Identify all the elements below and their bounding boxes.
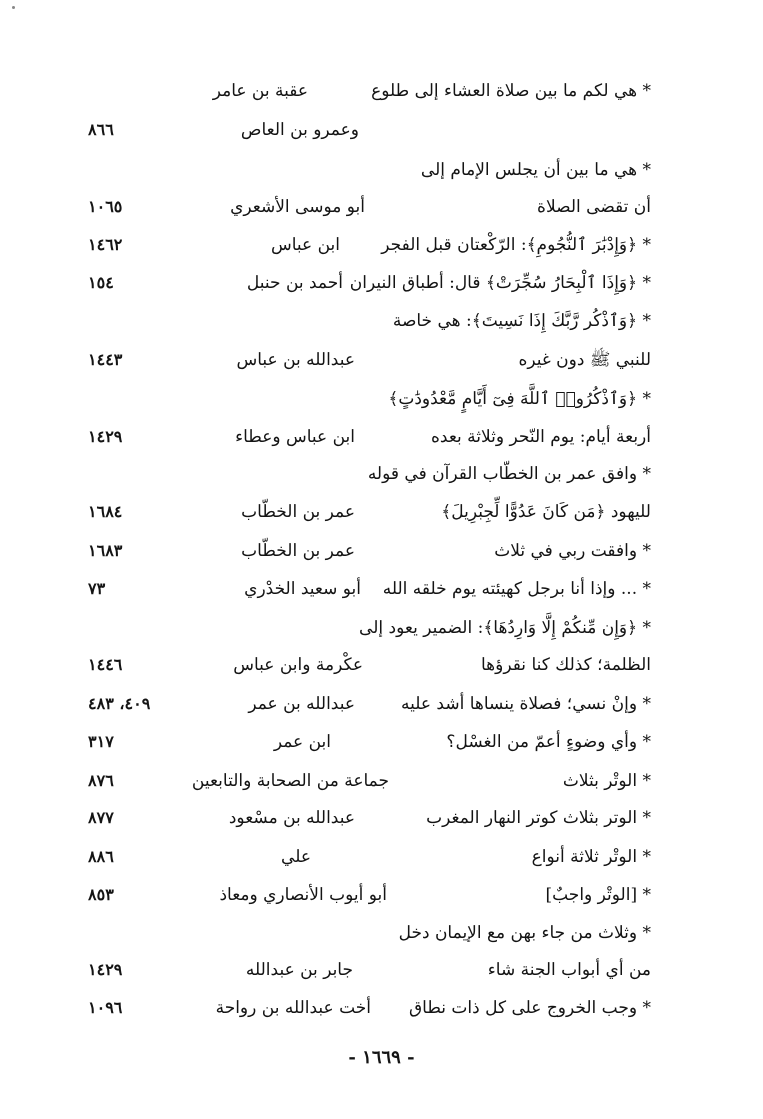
index-row (0, 192, 763, 222)
page-reference: ١٦٨٤ (88, 502, 123, 521)
narrator: أبو سعيد الخدْري (244, 579, 361, 599)
hadith-text: * ... وإذا أنا برجل كهيئته يوم خلقه الله (382, 579, 651, 599)
page-reference: ١٥٤ (88, 273, 114, 292)
index-row (0, 268, 763, 298)
index-row (0, 650, 763, 680)
narrator: ابن عمر (273, 732, 331, 752)
page-reference: ١٤٢٩ (88, 960, 123, 979)
index-row (0, 689, 763, 719)
page-number: - ١٦٦٩ - (348, 1047, 415, 1068)
hadith-text: * [الوتْر واجبٌ] (545, 885, 651, 905)
index-row (0, 918, 763, 948)
hadith-text: أربعة أيام: يوم النّحر وثلاثة بعده (430, 427, 651, 447)
page-reference: ١٦٨٣ (88, 541, 123, 560)
index-row (0, 76, 763, 106)
hadith-text: * الوتْر بثلاث (562, 771, 651, 791)
narrator: أبو أيوب الأنصاري ومعاذ (219, 885, 387, 905)
hadith-text: * وافقت ربي في ثلاث (494, 541, 651, 561)
hadith-text: * ﴿وَإِذَا ٱلْبِحَارُ سُجِّرَتْ﴾ قال: أطباق النيران (349, 273, 651, 293)
index-row (0, 613, 763, 643)
page-reference: ٣١٧ (88, 732, 114, 751)
narrator: عبدالله بن مسْعود (228, 808, 355, 828)
hadith-text: * ﴿وَإِدْبَٰرَ ٱلنُّجُومِ﴾: الرّكْعتان قبل الفجر (381, 235, 651, 255)
hadith-text: * وافق عمر بن الخطّاب القرآن في قوله (367, 464, 651, 484)
index-row (0, 880, 763, 910)
hadith-text: * ﴿وَٱذْكُرُوا۟ ٱللَّهَ فِىٓ أَيَّامٍ مَّعْدُودَٰتٍ﴾ (388, 389, 651, 409)
page-reference: ٧٣ (88, 579, 106, 598)
hadith-text: * ﴿وَٱذْكُر رَّبَّكَ إِذَا نَسِيتَ﴾: هي خاصة (392, 311, 651, 331)
narrator: أحمد بن حنبل (246, 273, 343, 293)
hadith-text: أن تقضى الصلاة (537, 197, 651, 217)
hadith-text: * الوتر بثلاث كوتر النهار المغرب (426, 808, 651, 828)
hadith-text: لليهود ﴿مَن كَانَ عَدُوًّا لِّجِبْرِيلَ﴾ (441, 502, 651, 522)
hadith-text: * وإنْ نسي؛ فصلاة ينساها أشد عليه (401, 694, 651, 714)
hadith-text: * هي لكم ما بين صلاة العشاء إلى طلوع (371, 81, 651, 101)
index-row (0, 230, 763, 260)
index-row (0, 727, 763, 757)
index-row (0, 459, 763, 489)
index-row (0, 536, 763, 566)
page-reference: ١٠٦٥ (88, 197, 123, 216)
index-row (0, 306, 763, 336)
narrator: ابن عباس (270, 235, 340, 255)
narrator: علي (281, 847, 311, 867)
hadith-text: * وأي وضوءٍ أعمّ من الغسْل؟ (446, 732, 651, 752)
narrator: عبدالله بن عباس (236, 350, 355, 370)
hadith-text: * وثلاث من جاء بهن مع الإيمان دخل (398, 923, 651, 943)
page-reference: ١٤٢٩ (88, 427, 123, 446)
narrator: عقبة بن عامر (212, 81, 308, 101)
page-reference: ٨٧٧ (88, 808, 114, 827)
hadith-text: * ﴿وَإِن مِّنكُمْ إِلَّا وَارِدُهَا﴾: الضمير يعود إلى (359, 618, 651, 638)
narrator: أخت عبدالله بن رواحة (215, 998, 371, 1018)
hadith-text: * الوتْر ثلاثة أنواع (531, 847, 651, 867)
page-reference: ١٠٩٦ (88, 998, 123, 1017)
hadith-text: الظلمة؛ كذلك كنا نقرؤها (480, 655, 651, 675)
narrator: جماعة من الصحابة والتابعين (191, 771, 389, 791)
index-row (0, 422, 763, 452)
index-row (0, 574, 763, 604)
index-row (0, 384, 763, 414)
index-row (0, 803, 763, 833)
index-row (0, 115, 763, 145)
page-reference: ١٤٤٦ (88, 655, 123, 674)
narrator: أبو موسى الأشعري (230, 197, 365, 217)
index-row (0, 345, 763, 375)
narrator: عكْرمة وابن عباس (233, 655, 363, 675)
narrator: عبدالله بن عمر (248, 694, 355, 714)
hadith-text: * هي ما بين أن يجلس الإمام إلى (420, 160, 651, 180)
hadith-text: للنبي ﷺ دون غيره (518, 350, 651, 370)
page-reference: ٨٧٦ (88, 771, 114, 790)
narrator: ابن عباس وعطاء (235, 427, 355, 447)
page-reference: ١٤٦٢ (88, 235, 123, 254)
page-reference: ٤٠٩، ٤٨٣ (88, 694, 151, 713)
narrator: وعمرو بن العاص (240, 120, 359, 140)
page-reference: ١٤٤٣ (88, 350, 123, 369)
hadith-text: من أي أبواب الجنة شاء (487, 960, 651, 980)
index-row (0, 766, 763, 796)
index-row (0, 842, 763, 872)
index-row (0, 993, 763, 1023)
hadith-text: * وجب الخروج على كل ذات نطاق (408, 998, 651, 1018)
page-reference: ٨٦٦ (88, 120, 114, 139)
scan-mark (12, 6, 15, 9)
index-row (0, 497, 763, 527)
page-reference: ٨٨٦ (88, 847, 114, 866)
index-row (0, 955, 763, 985)
narrator: عمر بن الخطّاب (241, 541, 355, 561)
narrator: عمر بن الخطّاب (241, 502, 355, 522)
index-row (0, 155, 763, 185)
page-reference: ٨٥٣ (88, 885, 114, 904)
narrator: جابر بن عبدالله (245, 960, 353, 980)
